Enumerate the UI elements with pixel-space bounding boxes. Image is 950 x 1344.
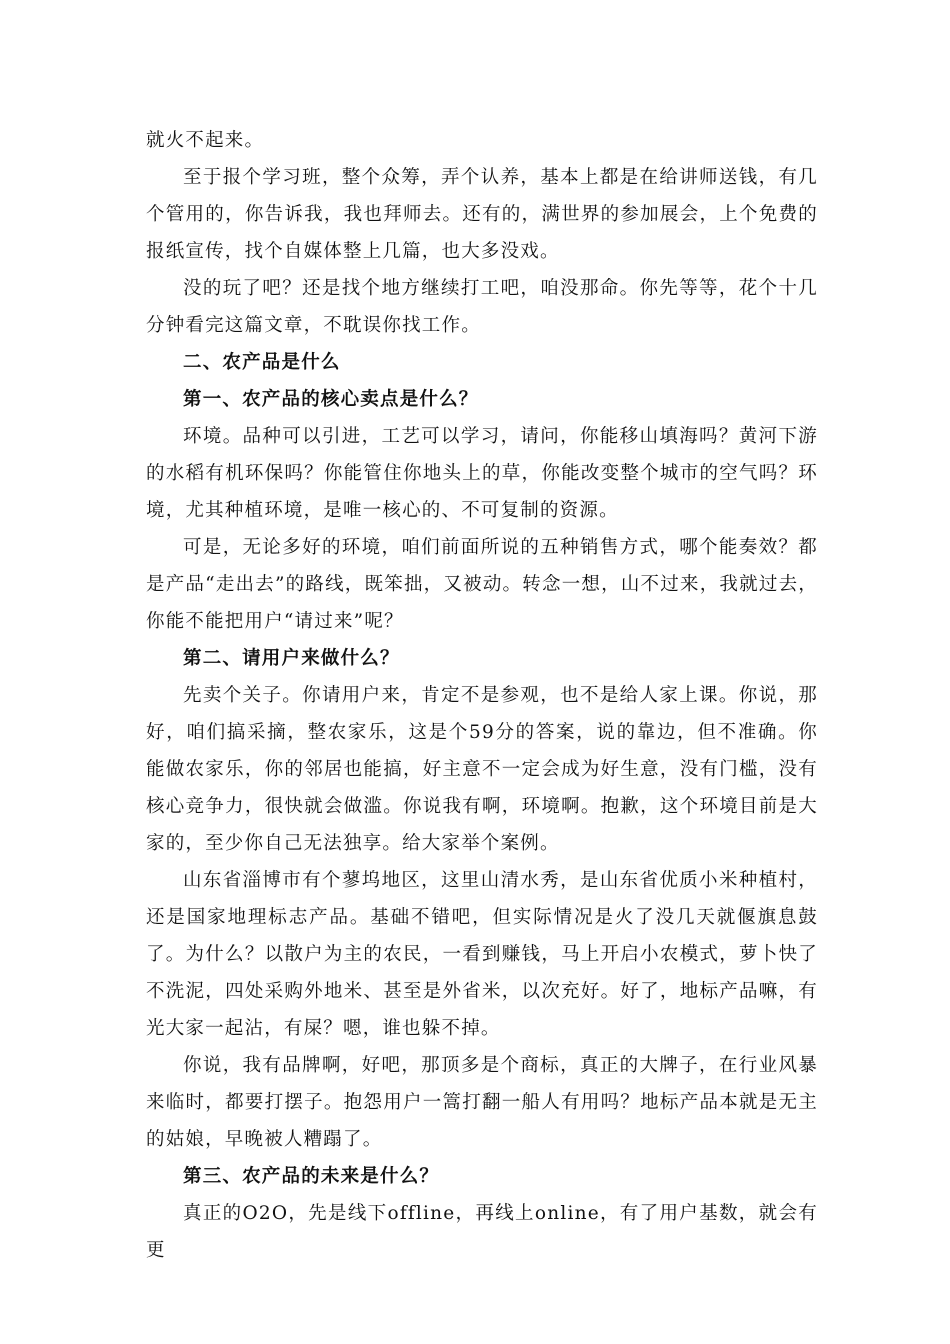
subheading-what-users-do: 第二、请用户来做什么？ [183, 648, 400, 669]
paragraph-brand: 你说，我有品牌啊，好吧，那顶多是个商标，真正的大牌子，在行业风暴来临时，都要打摆子。抱怨用户一篙打翻一船人有用吗？地标产品本就是无主的姑娘，早晚被人糟蹋了。 [146, 1055, 818, 1150]
paragraph-o2o: 真正的O2O，先是线下offline，再线上online，有了用户基数，就会有更 [146, 1203, 818, 1261]
subheading-core-selling-point: 第一、农产品的核心卖点是什么？ [183, 389, 479, 410]
paragraph-zibo-case: 山东省淄博市有个蓼坞地区，这里山清水秀，是山东省优质小米种植村，还是国家地理标志产品。基础不错吧，但实际情况是火了没几天就偃旗息鼓了。为什么？以散户为主的农民，一看到赚钱，马上开启小农模式，萝卜快了不洗泥，四处采购外地米、甚至是外省米，以次充好。好了，地标产品嘛，有光大家一起沾，有屎？嗯，谁也躲不掉。 [146, 870, 818, 1039]
section-heading-what-are-agricultural-products: 二、农产品是什么 [183, 352, 341, 373]
document-body [146, 122, 818, 1269]
paragraph-keep-working: 没的玩了吧？还是找个地方继续打工吧，咱没那命。你先等等，花个十几分钟看完这篇文章，不耽误你找工作。 [146, 278, 818, 336]
subheading-future: 第三、农产品的未来是什么？ [183, 1166, 440, 1187]
paragraph-farm-stay: 先卖个关子。你请用户来，肯定不是参观，也不是给人家上课。你说，那好，咱们搞采摘，整农家乐，这是个59分的答案，说的靠边，但不准确。你能做农家乐，你的邻居也能搞，好主意不一定会成为好生意，没有门槛，没有核心竞争力，很快就会做滥。你说我有啊，环境啊。抱歉，这个环境目前是大家的，至少你自己无法独享。给大家举个案例。 [146, 685, 818, 854]
paragraph-continuation: 就火不起来。 [146, 130, 265, 151]
paragraph-invite-users: 可是，无论多好的环境，咱们前面所说的五种销售方式，哪个能奏效？都是产品“走出去”的路线，既笨拙，又被动。转念一想，山不过来，我就过去，你能不能把用户“请过来”呢？ [146, 537, 818, 632]
paragraph-training-classes: 至于报个学习班，整个众筹，弄个认养，基本上都是在给讲师送钱，有几个管用的，你告诉我，我也拜师去。还有的，满世界的参加展会，上个免费的报纸宣传，找个自媒体整上几篇，也大多没戏。 [146, 167, 818, 262]
paragraph-environment: 环境。品种可以引进，工艺可以学习，请问，你能移山填海吗？黄河下游的水稻有机环保吗？你能管住你地头上的草，你能改变整个城市的空气吗？环境，尤其种植环境，是唯一核心的、不可复制的资源。 [146, 426, 818, 521]
